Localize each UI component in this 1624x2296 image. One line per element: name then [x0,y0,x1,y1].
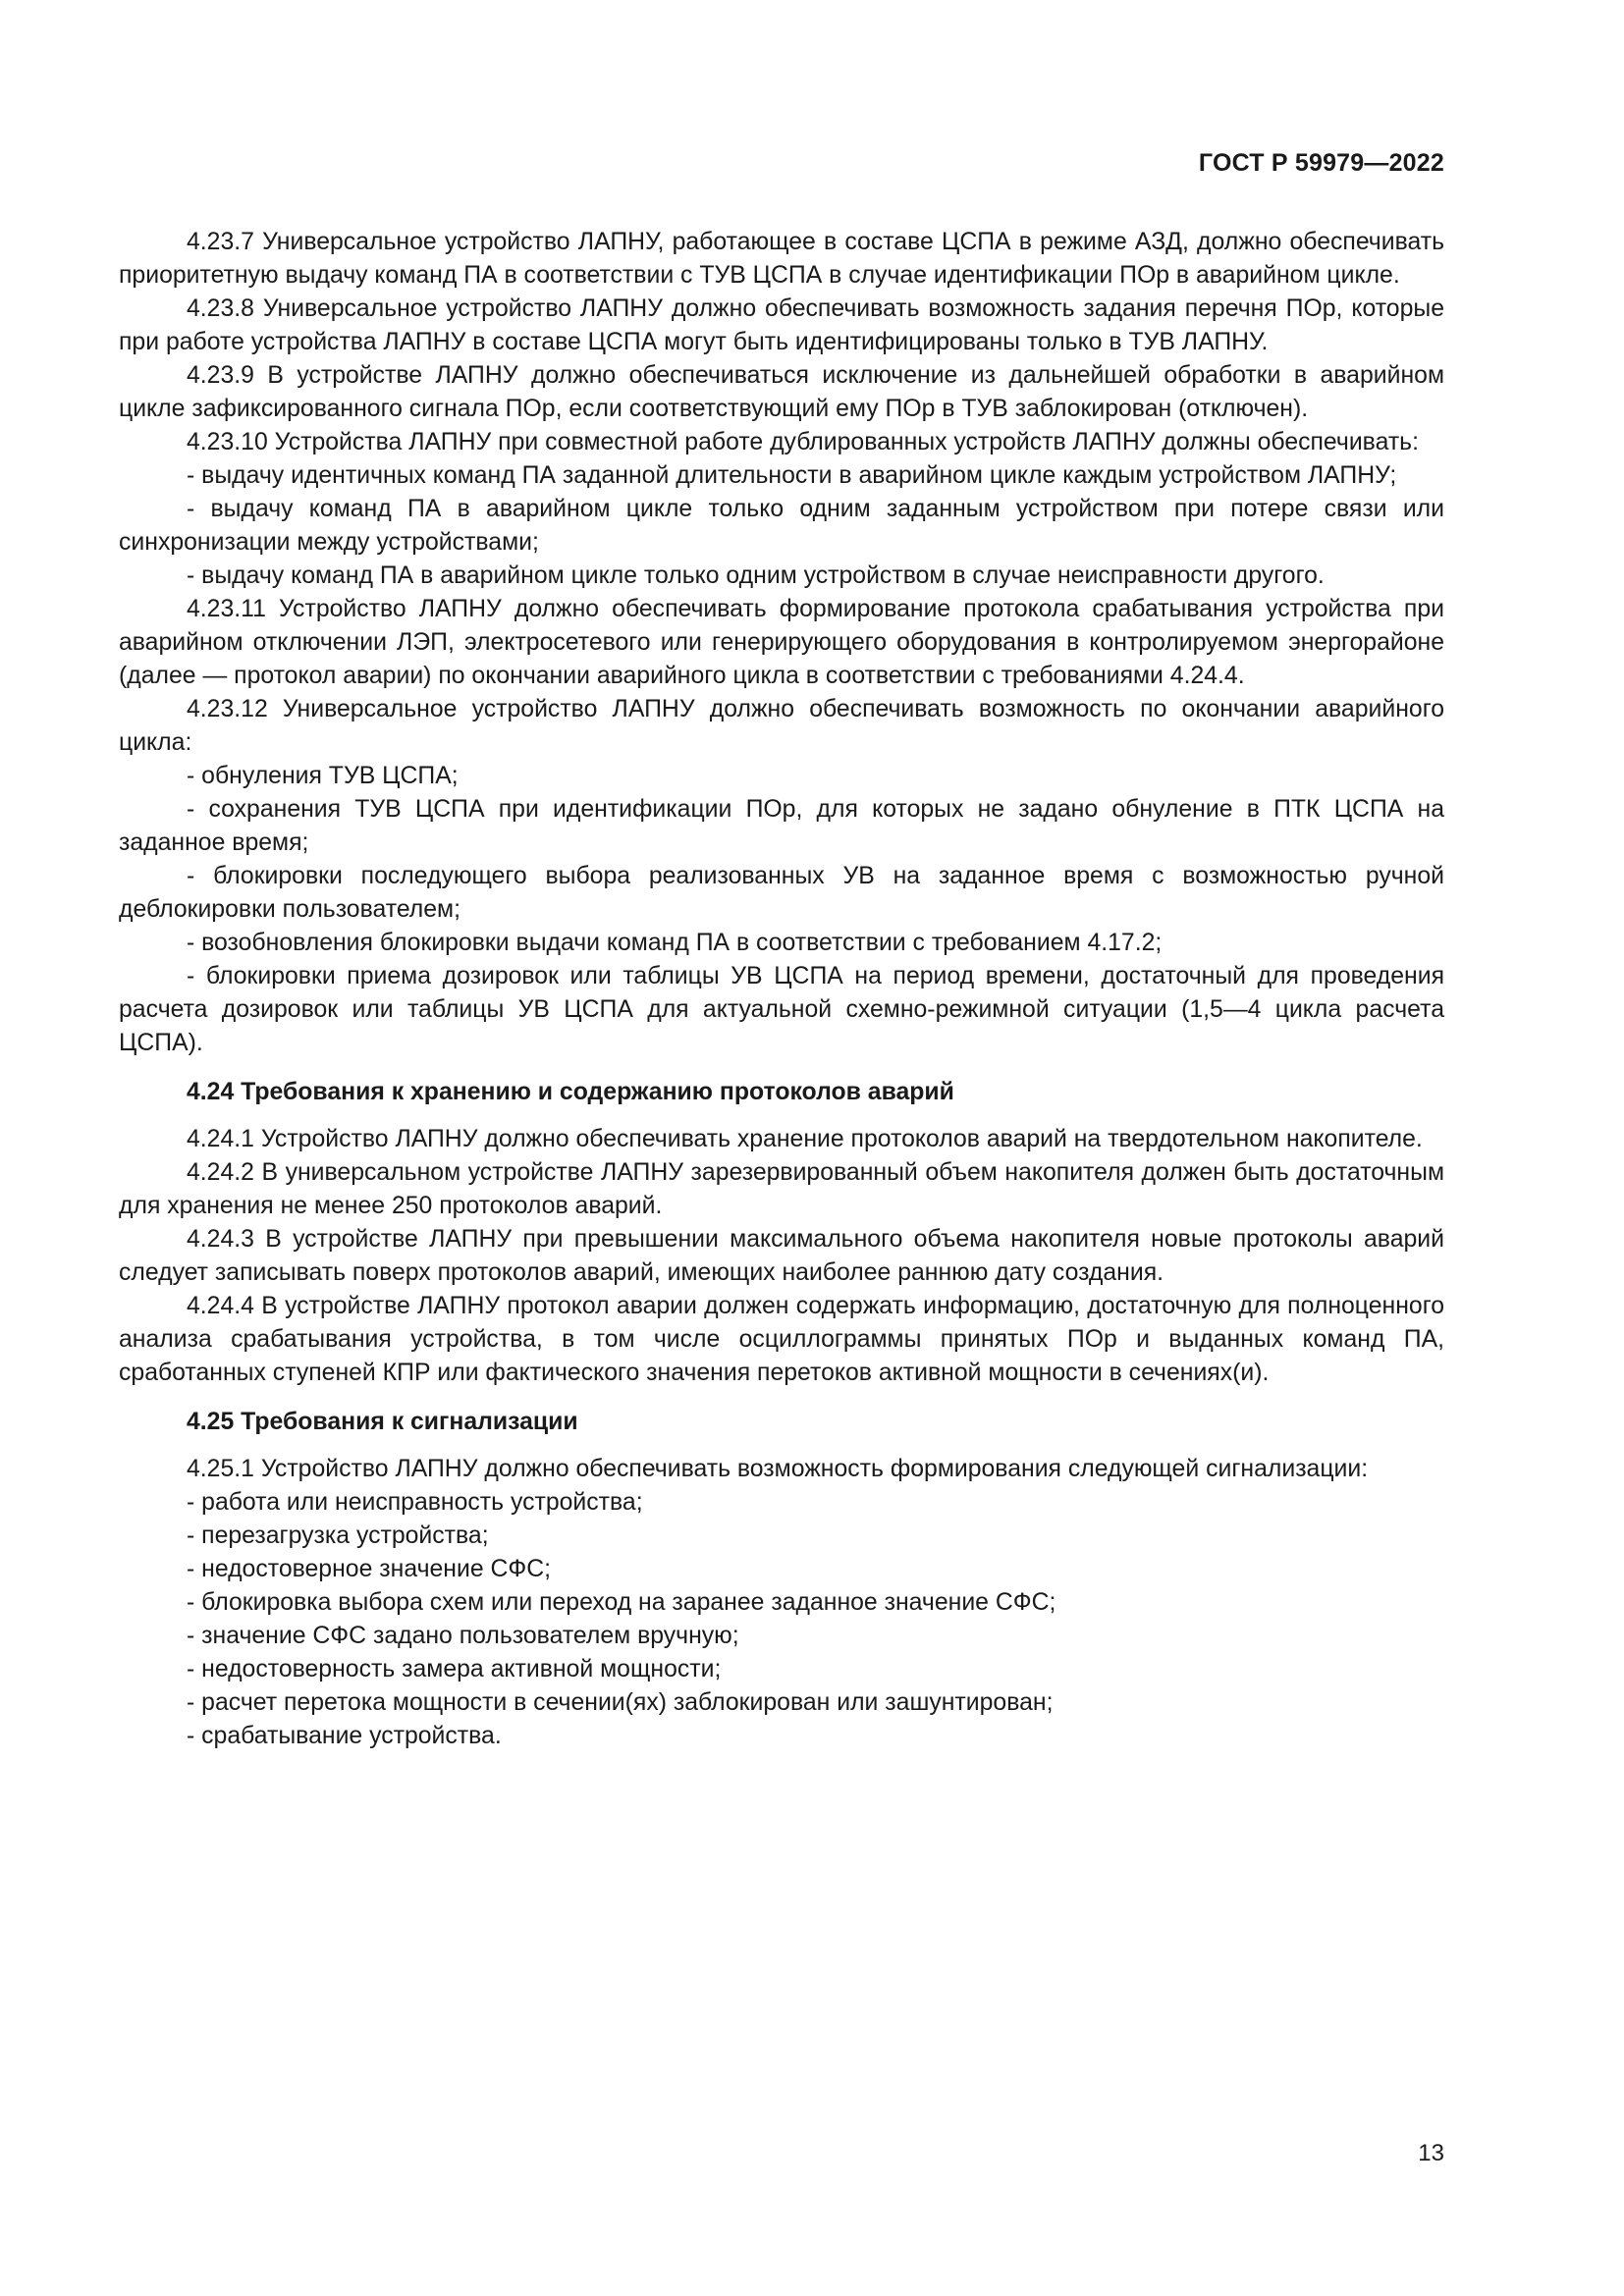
paragraph: 4.23.11 Устройство ЛАПНУ должно обеспечивать формирование протокола срабатывания устройства при аварийном отключении ЛЭП, электросетевого или генерирующего оборудования в контролируемом энергорайоне (далее — протокол аварии) по окончании аварийного цикла в соответствии с требованиями 4.24.4. [119,596,1444,689]
document-code: ГОСТ Р 59979—2022 [1198,149,1444,177]
paragraph: 4.24.3 В устройстве ЛАПНУ при превышении максимального объема накопителя новые протоколы аварий следует записывать поверх протоколов аварий, имеющих наиболее раннюю дату создания. [119,1226,1444,1286]
paragraph: 4.23.10 Устройства ЛАПНУ при совместной работе дублированных устройств ЛАПНУ должны обеспечивать: [187,429,1419,455]
paragraph: 4.23.7 Универсальное устройство ЛАПНУ, работающее в составе ЦСПА в режиме АЗД, должно обеспечивать приоритетную выдачу команд ПА в соответствии с ТУВ ЦСПА в случае идентификации ПОр в аварийном цикле. [119,229,1444,289]
list-item: - выдачу команд ПА в аварийном цикле только одним устройством в случае неисправности другого. [187,562,1325,589]
list-item: - выдачу идентичных команд ПА заданной длительности в аварийном цикле каждым устройством ЛАПНУ; [187,462,1397,489]
paragraph: 4.25.1 Устройство ЛАПНУ должно обеспечивать возможность формирования следующей сигнализации: [187,1456,1369,1482]
section-heading: 4.25 Требования к сигнализации [187,1409,578,1435]
list-item: - блокировки приема дозировок или таблицы УВ ЦСПА на период времени, достаточный для проведения расчета дозировок или таблицы УВ ЦСПА для актуальной схемно-режимной ситуации (1,5—4 цикла расчета ЦСПА). [119,963,1444,1056]
paragraph: 4.24.2 В универсальном устройстве ЛАПНУ зарезервированный объем накопителя должен быть достаточным для хранения не менее 250 протоколов аварий. [119,1159,1444,1219]
paragraph: 4.24.1 Устройство ЛАПНУ должно обеспечивать хранение протоколов аварий на твердотельном накопителе. [187,1126,1423,1152]
list-item: - перезагрузка устройства; [187,1522,489,1549]
list-item: - срабатывание устройства. [187,1723,502,1749]
paragraph: 4.23.9 В устройстве ЛАПНУ должно обеспечиваться исключение из дальнейшей обработки в аварийном цикле зафиксированного сигнала ПОр, если соответствующий ему ПОр в ТУВ заблокирован (отключен). [119,362,1444,422]
list-item: - сохранения ТУВ ЦСПА при идентификации ПОр, для которых не задано обнуление в ПТК ЦСПА на заданное время; [119,796,1444,856]
list-item: - работа или неисправность устройства; [187,1489,643,1516]
paragraph: 4.24.4 В устройстве ЛАПНУ протокол аварии должен содержать информацию, достаточную для полноценного анализа срабатывания устройства, в том числе осциллограммы принятых ПОр и выданных команд ПА, сработанных ступеней КПР или фактического значения перетоков активной мощности в сечениях(и). [119,1293,1444,1386]
section-heading: 4.24 Требования к хранению и содержанию протоколов аварий [187,1079,954,1105]
list-item: - блокировки последующего выбора реализованных УВ на заданное время с возможностью ручной деблокировки пользователем; [119,863,1444,923]
list-item: - значение СФС задано пользователем вручную; [187,1623,739,1649]
list-item: - блокировка выбора схем или переход на заранее заданное значение СФС; [187,1589,1056,1616]
page-number: 13 [1418,2140,1444,2166]
list-item: - недостоверность замера активной мощности; [187,1656,722,1682]
list-item: - обнуления ТУВ ЦСПА; [187,763,459,789]
paragraph: 4.23.12 Универсальное устройство ЛАПНУ должно обеспечивать возможность по окончании аварийного цикла: [119,696,1444,756]
list-item: - расчет перетока мощности в сечении(ях) заблокирован или зашунтирован; [187,1689,1054,1716]
list-item: - возобновления блокировки выдачи команд ПА в соответствии с требованием 4.17.2; [187,930,1163,956]
document-body [119,226,1444,1753]
paragraph: 4.23.8 Универсальное устройство ЛАПНУ должно обеспечивать возможность задания перечня ПОр, которые при работе устройства ЛАПНУ в составе ЦСПА могут быть идентифицированы только в ТУВ ЛАПНУ. [119,295,1444,355]
list-item: - недостоверное значение СФС; [187,1556,552,1582]
list-item: - выдачу команд ПА в аварийном цикле только одним заданным устройством при потере связи или синхронизации между устройствами; [119,496,1444,556]
